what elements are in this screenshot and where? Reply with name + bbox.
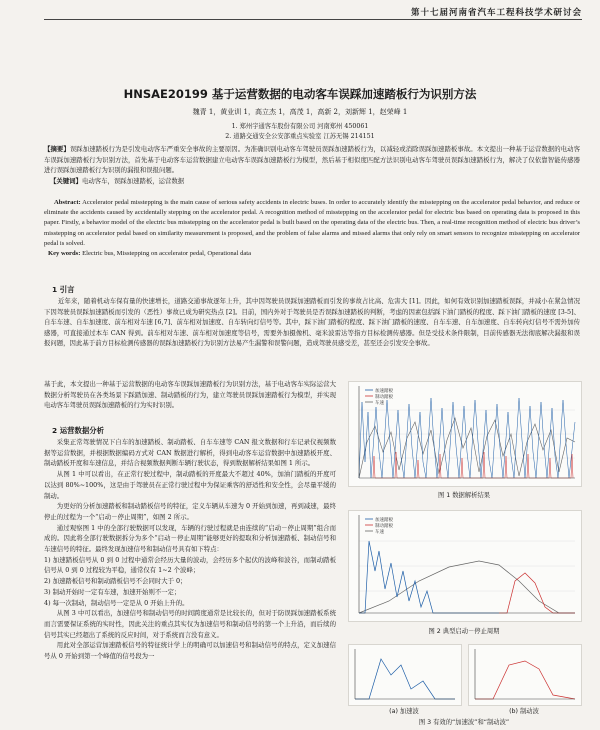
figure-3-caption: 图 3 有效的“加速波”和“制动波” (418, 719, 510, 726)
section-2-para-2: 从图 1 中可以看出，在正常行驶过程中，制动踏板的开度最大不超过 40%，加油门踏板的开度可以达到 80%~100%，这是由于驾驶员在正常行驶过程中为保证乘客的舒适性和安全性，会尽量平缓的制动。 (44, 470, 336, 500)
header-rule (44, 19, 582, 20)
abstract-en-label: Abstract: (54, 199, 81, 206)
fig1-legend-accel: 加速踏板 (375, 389, 393, 394)
section-2-heading: 2 运营数据分析 (52, 426, 105, 435)
abstract-cn (44, 144, 580, 186)
figure-2-caption: 图 2 典型启动－停止周期 (428, 628, 500, 635)
fig2-accel-line (359, 541, 499, 613)
fig1-legend-speed: 车速 (375, 401, 384, 406)
fig2-legend-speed: 车速 (375, 530, 384, 535)
fig2-legend-brake: 制动踏板 (375, 524, 393, 529)
section-1-para-1-text: 近年来，随着机动车保有量的快速增长，道路交通事故逐年上升，其中因驾驶员误踩加速踏板而引发的事故占比高、危害大 [1]。因此，如何有效识别加速踏板误踩，并减小在紧急情况下因驾驶员误踩加速踏板而引发的（恶性）事故已成为研究热点 [2]。目前，国内外对于驾驶员是否误踩加速踏板的判断，考虑的因素包括踩下油门踏板的程度、踩下油门踏板的速度 [3-5]、自车车速、自车加速度、前车相对车速 [6,7]、前车相对加速度、自车转向灯信号等。其中，踩下油门踏板的程度、踩下油门踏板的速度、自车车速、自车加速度、自车转向灯信号不需外加传感器，可直接通过本车 CAN 得到。前车相对车速、前车相对加速度等信号，需要外加摄像机、毫米波雷达等指方目标检测传感器。但是受技术条件限制，目前传感器无法彻底解决漏报和误报问题，因此基于前方目标检测传感器的误踩加速踏板行为识别方法易产生漏警和误警问题，造成驾驶员感受差，甚至还会引发安全事故。 (44, 297, 580, 348)
fig1-legend-brake: 制动踏板 (375, 395, 393, 400)
abstract-en-text: Accelerator pedal misstepping is the main cause of serious safety accidents in electric buses. In order to accurately identify the misstepping on the accelerator pedal behavior, and reduce or eliminate the accidents caused by accidentally stepping on the accelerator pedal. A recognition method of misstepping on the accelerator pedal for electric bus based on operating data is proposed in this paper. Firstly, a behavior model of the electric bus misstepping on the accelerator pedal is built based on the operating data of the electric bus. Then, a real-time recognition method of electric bus driver’s misstepping on accelerator pedal based on similarity measurement is proposed, and the problem of false alarms and missed alarms that only rely on smart sensors to recognize misstepping on accelerator pedal is solved. (44, 199, 580, 247)
section-2-para-3: 为更好的分析加速踏板和制动踏板信号的特征，定义车辆从车速为 0 开始到加速，再到减速，最终停止的过程为一个“启动－停止周期”，如图 2 所示。 (44, 502, 336, 521)
figure-3a-label: (a) 加速波 (389, 708, 419, 715)
figure-2 (348, 510, 582, 622)
section-1-para-1 (44, 296, 580, 349)
figure-1 (348, 381, 582, 487)
fig2-legend-accel: 加速踏板 (375, 518, 393, 523)
conference-header: 第十七届河南省汽车工程科技学术研讨会 (410, 8, 582, 18)
section-2-para-5: 从图 3 中可以看出，加速信号和制动信号的时间跨度通常是比较长的，但对于防误踩加速踏板系统而言需要保证系统的实时性，因此关注的重点其实仅为加速信号和制动信号的第一个上升沿，而后续的信号其实已经超出了系统的反应时间，对于系统而言没有意义。 (44, 609, 336, 639)
feature-item-4: 4) 每一次制动，制动信号一定是从 0 开始上升的。 (44, 598, 189, 607)
section-2-body (44, 437, 336, 662)
keywords-en: Electric bus, Misstepping on accelerator pedal, Operational data (82, 250, 252, 258)
section-1-para-2: 基于此，本文提出一种基于运营数据的电动客车误踩加速踏板行为识别方法，基于电动客车实际运营大数据分析驾驶员在各类场景下踩踏加速、制动踏板的行为，建立驾驶员误踩加速踏板行为模型，并实现电动客车驾驶员误踩加速踏板的行为实时识别。 (44, 380, 336, 410)
affiliation-1: 1. 郑州宇通客车股份有限公司 河南郑州 450061 (231, 123, 369, 130)
fig3b-brake-wave (475, 661, 575, 699)
abstract-en (44, 198, 580, 259)
author-list: 魏青 1，黄业训 1，高立杰 1，高茂 1，高新 2，刘新辉 1，赵荣峰 1 (192, 108, 408, 116)
keywords-cn: 电动客车，误踩加速踏板，运营数据 (81, 176, 185, 185)
section-2-para-6: 用此对全部运营加速踏板信号的特征统计学上的明确可以加速信号和制动信号的特点，定义加速信号从 0 开始到第一个峰值的信号段为一 (44, 641, 336, 661)
figure-3b (468, 644, 582, 706)
fig1-brake-line (373, 452, 573, 478)
abstract-cn-label: 【摘要】 (44, 145, 70, 153)
affiliation-2: 2. 道路交通安全公安部重点实验室 江苏无锡 214151 (225, 133, 375, 140)
figure-3a-plot (349, 645, 461, 705)
section-2-para-1: 采集正常驾驶情况下自车的加速踏板、制动踏板、自车车速等 CAN 报文数据和行车记录仪视频数据等运营数据，并根据数据编码方式对 CAN 数据进行解析，得到电动客车运营数据中加速踏板开度、制动踏板开度和车速信息，并结合视频数据判断车辆行驶状态，得到数据解析结果如图 1 所示。 (44, 438, 336, 468)
keywords-cn-label: 【关键词】 (50, 176, 82, 185)
figure-1-plot (349, 382, 581, 486)
figure-1-caption: 图 1 数据解析结果 (437, 492, 491, 499)
abstract-cn-text: 误踩加速踏板行为是引发电动客车严重安全事故的主要原因。为准确识别电动客车驾驶员误踩加速踏板行为，以减轻或消除误踩加速踏板事故。本文提出一种基于运营数据的电动客车误踩加速踏板行为识别方法，首先基于电动客车运营数据建立电动客车误踩加速踏板行为模型，然后基于相似度匹配方法识别电动客车驾驶员误踩加速踏板行为，解决了仅依靠智能传感器进行误踩加速踏板行为识别的漏报和误报问题。 (44, 145, 581, 175)
keywords-en-label: Key words: (48, 250, 81, 258)
left-column (44, 379, 336, 411)
section-2-para-4: 通过观察图 1 中的全部行驶数据可以发现，车辆的行驶过程就是由连续的“启动－停止周期”组合而成的。因此将全部行驶数据拆分为多个“启动－停止周期”能够更好的提取和分析加速踏板、制动信号和车速信号的特征。最终发现加速信号和制动信号具有如下特点： (44, 523, 336, 554)
figure-3b-label: (b) 制动波 (509, 708, 539, 715)
figure-2-plot (349, 511, 581, 621)
paper-title: HNSAE20199 基于运营数据的电动客车误踩加速踏板行为识别方法 (123, 87, 477, 101)
feature-item-1: 1) 加速踏板信号从 0 到 0 过程中通常会经历大量的波动，会经历多个起伏的波峰和波谷，而制动踏板信号从 0 到 0 过程较为平稳，通常仅有 1~2 个波峰； (44, 555, 336, 575)
fig2-brake-line (499, 573, 575, 613)
section-1-heading: 1 引言 (52, 285, 75, 294)
figure-3b-plot (469, 645, 581, 705)
figure-3a (348, 644, 462, 706)
fig3a-accel-wave (355, 659, 455, 699)
feature-item-2: 2) 加速踏板信号和制动踏板信号不会同时大于 0； (44, 577, 187, 586)
feature-item-3: 3) 制动开始时一定有车速，加速开始则不一定； (44, 587, 181, 596)
fig2-speed-line (359, 561, 575, 613)
